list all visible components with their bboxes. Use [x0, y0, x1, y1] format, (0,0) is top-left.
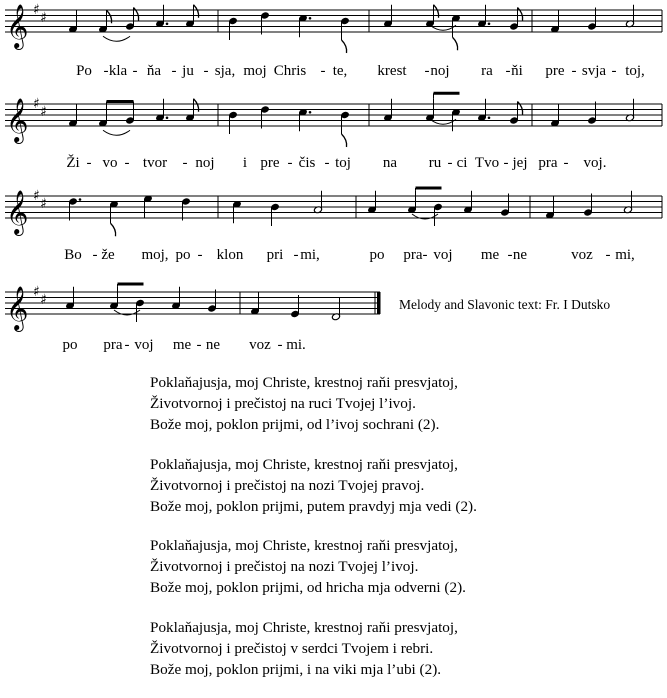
lyric-syllable: moj [243, 63, 267, 79]
lyric-syllable: tvor [142, 155, 168, 171]
lyric-hyphen: - [92, 247, 98, 263]
lyric-hyphen: - [507, 247, 513, 263]
lyric-hyphen: - [563, 155, 569, 171]
stanza-line: Bože moj, poklon prijmi, putem pravdyj mja vedi (2). [150, 497, 477, 515]
staff-1 [0, 0, 667, 60]
lyric-hyphen: - [197, 247, 203, 263]
lyric-syllable: te, [332, 63, 348, 79]
sharp-f-icon: ♯ [33, 96, 40, 112]
stanza-line: Životvornoj i prečistoj v serdci Tvojem i rebri. [150, 639, 434, 657]
treble-clef-icon: 𝄞 [6, 190, 29, 234]
sharp-c-icon: ♯ [40, 104, 47, 120]
lyric-syllable: kla [108, 63, 128, 79]
note-dot [488, 116, 491, 119]
lyric-hyphen: - [277, 337, 283, 353]
stanza-1 [150, 372, 650, 435]
music-system-4 [0, 280, 667, 370]
note-dot [166, 116, 169, 119]
treble-clef-icon: 𝄞 [6, 98, 29, 142]
stanza-line: Bože moj, poklon prijmi, od hricha mja odverni (2). [150, 579, 466, 596]
lyric-syllable: voj. [583, 155, 607, 171]
slur [103, 130, 130, 135]
lyric-hyphen: - [422, 247, 428, 263]
lyric-syllable: noj [430, 63, 450, 79]
lyric-hyphen: - [320, 63, 326, 79]
lyric-syllable: pre [260, 155, 280, 171]
lyric-syllable: mi, [300, 247, 320, 263]
stanza-line: Poklaňajusja, moj Christe, krestnoj raňi presvjatoj, [150, 537, 458, 554]
lyric-hyphen: - [324, 155, 330, 171]
lyric-syllable: krest [377, 63, 407, 79]
lyric-syllable: klon [216, 247, 244, 263]
lyrics-line-4 [0, 336, 667, 356]
treble-clef-icon: 𝄞 [6, 286, 29, 330]
lyric-syllable: po [62, 337, 78, 353]
lyric-syllable: Tvo [474, 155, 500, 171]
lyric-hyphen: - [124, 155, 130, 171]
music-system-2 [0, 96, 667, 186]
lyric-syllable: svja [581, 63, 607, 79]
lyric-syllable: voj [134, 337, 154, 353]
note-flag [342, 134, 347, 147]
sharp-c-icon: ♯ [40, 196, 47, 212]
note-flag [134, 8, 139, 21]
note-dot [488, 22, 491, 25]
stanza-line: Životvornoj i prečistoj na ruci Tvojej l’ivoj. [150, 395, 416, 412]
lyric-hyphen: - [124, 337, 130, 353]
stanza-line: Životvornoj i prečistoj na nozi Tvojej l’ivoj. [150, 558, 419, 575]
lyric-hyphen: - [171, 63, 177, 79]
lyric-syllable: toj [335, 155, 351, 171]
sharp-c-icon: ♯ [40, 10, 47, 26]
lyrics-line-2 [0, 154, 667, 174]
lyric-hyphen: - [605, 247, 611, 263]
lyric-syllable: ru [428, 155, 442, 171]
lyric-syllable: ju [182, 63, 194, 79]
note-flag [518, 102, 523, 115]
staff-2 [0, 96, 667, 156]
stanza-3 [150, 535, 650, 598]
lyric-syllable: noj [195, 155, 215, 171]
lyric-syllable: voz [249, 337, 271, 353]
lyric-syllable: ne [205, 337, 221, 353]
lyric-hyphen: - [611, 63, 617, 79]
lyric-syllable: vo [102, 155, 118, 171]
lyric-syllable: ňi [511, 63, 523, 79]
lyric-syllable: ňa [146, 63, 162, 79]
lyric-hyphen: - [287, 155, 293, 171]
lyric-syllable: ra [481, 63, 493, 79]
lyric-syllable: pra [403, 247, 423, 263]
music-system-1 [0, 0, 667, 90]
lyric-syllable: ne [512, 247, 528, 263]
stanza-4 [150, 617, 650, 680]
lyric-hyphen: - [293, 247, 299, 263]
lyric-syllable: ci [456, 155, 468, 171]
stanza-line: Bože moj, poklon prijmi, od l’ivoj sochrani (2). [150, 416, 440, 433]
lyric-syllable: pra [103, 337, 123, 353]
lyric-syllable: toj, [625, 63, 645, 79]
sharp-c-icon: ♯ [40, 292, 47, 308]
note-flag [111, 223, 116, 236]
stanza-line: Poklaňajusja, moj Christe, krestnoj raňi presvjatoj, [150, 374, 458, 391]
treble-clef-icon: 𝄞 [6, 4, 29, 48]
note-dot [79, 198, 82, 201]
lyric-hyphen: - [424, 63, 430, 79]
lyric-hyphen: - [203, 63, 209, 79]
lyric-syllable: čis [298, 155, 316, 171]
lyric-syllable: me [172, 337, 192, 353]
lyric-hyphen: - [447, 155, 453, 171]
melody-text-credit: Melody and Slavonic text: Fr. I Dutsko [399, 297, 611, 312]
lyric-hyphen: - [182, 155, 188, 171]
lyric-hyphen: - [103, 63, 109, 79]
lyric-syllable: po [369, 247, 385, 263]
lyric-syllable: mi, [615, 247, 635, 263]
lyric-syllable: na [382, 155, 398, 171]
lyric-syllable: Po [76, 63, 92, 79]
lyric-syllable: že [101, 247, 115, 263]
note-flag [518, 8, 523, 21]
stanza-2 [150, 454, 650, 517]
music-system-3 [0, 187, 667, 277]
lyric-syllable: jej [512, 155, 528, 171]
stanza-line: Životvornoj i prečistoj na nozi Tvojej pravoj. [150, 476, 425, 494]
lyric-syllable: mi. [286, 337, 306, 353]
lyric-syllable: me [480, 247, 500, 263]
lyric-hyphen: - [132, 63, 138, 79]
lyric-syllable: pra [538, 155, 558, 171]
lyric-syllable: moj, [141, 247, 169, 263]
lyric-hyphen: - [505, 63, 511, 79]
stanza-line: Poklaňajusja, moj Christe, krestnoj raňi presvjatoj, [150, 618, 458, 636]
slur [103, 36, 130, 41]
note-flag [453, 37, 458, 50]
sharp-f-icon: ♯ [33, 188, 40, 204]
sharp-f-icon: ♯ [33, 284, 40, 300]
lyric-syllable: pri [266, 247, 284, 263]
lyric-syllable: voj [433, 247, 453, 263]
staff-3 [0, 187, 667, 247]
lyric-hyphen: - [571, 63, 577, 79]
lyric-syllable: Bo [64, 247, 82, 263]
lyric-syllable: Ži [66, 155, 80, 171]
stanza-text-block [150, 372, 650, 698]
lyric-hyphen: - [86, 155, 92, 171]
lyric-hyphen: - [503, 155, 509, 171]
lyrics-line-1 [0, 62, 667, 82]
note-dot [166, 22, 169, 25]
lyric-syllable: Chris [273, 63, 307, 79]
lyric-hyphen: - [196, 337, 202, 353]
lyric-syllable: i [242, 155, 248, 171]
sharp-f-icon: ♯ [33, 2, 40, 18]
note-dot [309, 111, 312, 114]
lyric-syllable: voz [571, 247, 593, 263]
lyric-syllable: sja, [214, 63, 236, 79]
final-barline-thick [377, 292, 381, 314]
lyric-syllable: pre [545, 63, 565, 79]
lyrics-line-3 [0, 246, 667, 266]
note-dot [309, 17, 312, 20]
stanza-line: Poklaňajusja, moj Christe, krestnoj raňi presvjatoj, [150, 455, 458, 473]
stanza-line: Bože moj, poklon prijmi, i na viki mja l’ubi (2). [150, 660, 442, 678]
lyric-syllable: po [175, 247, 191, 263]
note-flag [342, 40, 347, 53]
